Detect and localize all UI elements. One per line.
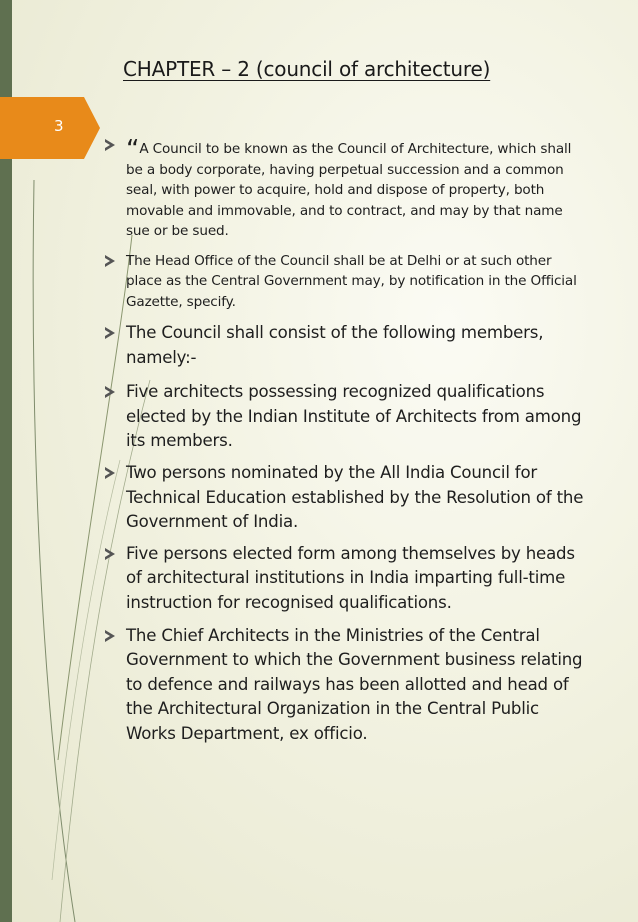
bullet-item (105, 251, 585, 313)
bullet-text: Five persons elected form among themselves by heads of architectural institutions in India imparting full-time instruction for recognised qualifications. (126, 543, 575, 612)
bullet-item (105, 135, 585, 242)
arrow-bullet-icon (105, 630, 115, 642)
bullet-item (105, 542, 585, 616)
bullet-text: The Chief Architects in the Ministries of the Central Government to which the Government business relating to defence and railways has been allotted and head of the Architectural Organization in the Central Public Works Department, ex officio. (126, 625, 583, 743)
bullet-item (105, 321, 585, 370)
arrow-bullet-icon (105, 386, 115, 398)
bullet-list (105, 135, 585, 747)
arrow-bullet-icon (105, 548, 115, 560)
bullet-text: The Council shall consist of the following members, namely:- (126, 323, 544, 367)
bullet-text: Two persons nominated by the All India Council for Technical Education established by the Resolution of the Government of India. (126, 462, 584, 532)
bullet-item (105, 624, 585, 747)
bullet-item (105, 461, 585, 535)
arrow-bullet-icon (105, 139, 115, 151)
bullet-item (105, 380, 585, 454)
arrow-bullet-icon (105, 255, 115, 267)
bullet-text: Five architects possessing recognized qualifications elected by the Indian Institute of Architects from among its members. (126, 382, 582, 451)
page-number: 3 (54, 117, 64, 135)
bullet-text: A Council to be known as the Council of Architecture, which shall be a body corporate, having perpetual succession and a common seal, with power to acquire, hold and dispose of property, both movable and immovable, and to contract, and may by that name sue or be sued. (126, 141, 572, 239)
page-number-tab (0, 97, 100, 159)
arrow-bullet-icon (105, 467, 115, 479)
opening-quote: “ (126, 135, 140, 165)
bullet-text: The Head Office of the Council shall be at Delhi or at such other place as the Central Government may, by notification in the Official Gazette, specify. (126, 252, 577, 310)
arrow-bullet-icon (105, 327, 115, 339)
chapter-title: CHAPTER – 2 (council of architecture) (123, 57, 491, 81)
